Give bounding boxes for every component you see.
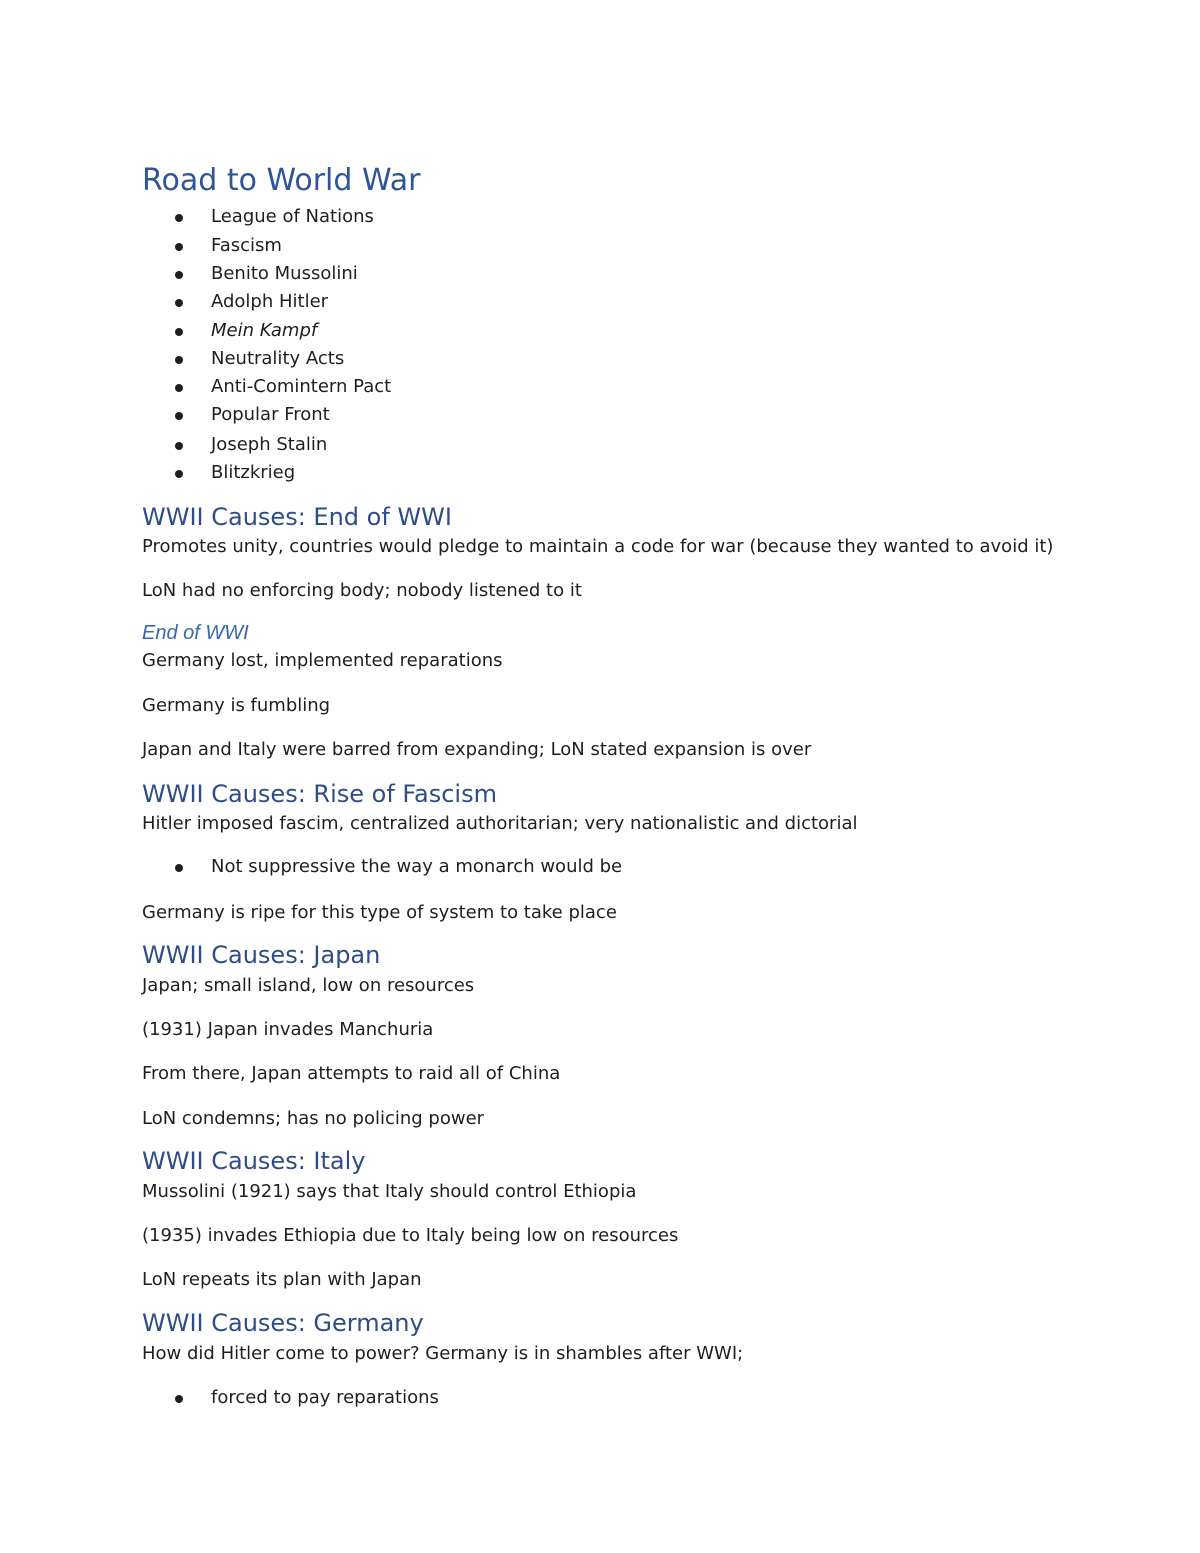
paragraph: LoN had no enforcing body; nobody listened to it	[142, 580, 582, 601]
term-item: Joseph Stalin	[211, 434, 328, 455]
bullet-icon	[175, 243, 183, 251]
paragraph: Japan; small island, low on resources	[142, 975, 475, 996]
paragraph: (1931) Japan invades Manchuria	[142, 1019, 434, 1040]
paragraph: Germany lost, implemented reparations	[142, 650, 503, 671]
paragraph: From there, Japan attempts to raid all of China	[142, 1063, 561, 1084]
term-item: Fascism	[211, 235, 282, 256]
term-item: League of Nations	[211, 206, 374, 227]
paragraph: LoN condemns; has no policing power	[142, 1108, 485, 1129]
term-item: Benito Mussolini	[211, 263, 358, 284]
bullet-icon	[175, 442, 183, 450]
paragraph: Promotes unity, countries would pledge to maintain a code for war (because they wanted to avoid it)	[142, 536, 1054, 557]
bullet-icon	[175, 299, 183, 307]
section-heading: WWII Causes: Rise of Fascism	[142, 780, 497, 808]
term-item: Adolph Hitler	[211, 291, 329, 312]
section-heading: WWII Causes: Japan	[142, 941, 381, 969]
bullet-icon	[175, 412, 183, 420]
document-title: Road to World War	[142, 163, 421, 198]
term-item: Anti-Comintern Pact	[211, 376, 392, 397]
term-item: Popular Front	[211, 404, 330, 425]
bullet-icon	[175, 384, 183, 392]
paragraph: Mussolini (1921) says that Italy should control Ethiopia	[142, 1181, 637, 1202]
paragraph: Japan and Italy were barred from expanding; LoN stated expansion is over	[142, 739, 812, 760]
term-item: Mein Kampf	[211, 320, 318, 341]
paragraph: Hitler imposed fascim, centralized authoritarian; very nationalistic and dictorial	[142, 813, 858, 834]
section-heading: WWII Causes: Italy	[142, 1147, 366, 1175]
list-item: Not suppressive the way a monarch would be	[211, 856, 623, 877]
section-heading: WWII Causes: Germany	[142, 1309, 424, 1337]
bullet-icon	[175, 214, 183, 222]
paragraph: Germany is ripe for this type of system to take place	[142, 902, 617, 923]
term-item: Neutrality Acts	[211, 348, 345, 369]
section-heading: WWII Causes: End of WWI	[142, 503, 452, 531]
term-item: Blitzkrieg	[211, 462, 296, 483]
paragraph: (1935) invades Ethiopia due to Italy being low on resources	[142, 1225, 679, 1246]
bullet-icon	[175, 271, 183, 279]
bullet-icon	[175, 1395, 183, 1403]
bullet-icon	[175, 328, 183, 336]
bullet-icon	[175, 864, 183, 872]
list-item: forced to pay reparations	[211, 1387, 439, 1408]
bullet-icon	[175, 470, 183, 478]
paragraph: LoN repeats its plan with Japan	[142, 1269, 422, 1290]
bullet-icon	[175, 356, 183, 364]
paragraph: How did Hitler come to power? Germany is in shambles after WWI;	[142, 1343, 744, 1364]
paragraph: Germany is fumbling	[142, 695, 331, 716]
subsection-heading: End of WWI	[142, 622, 249, 644]
